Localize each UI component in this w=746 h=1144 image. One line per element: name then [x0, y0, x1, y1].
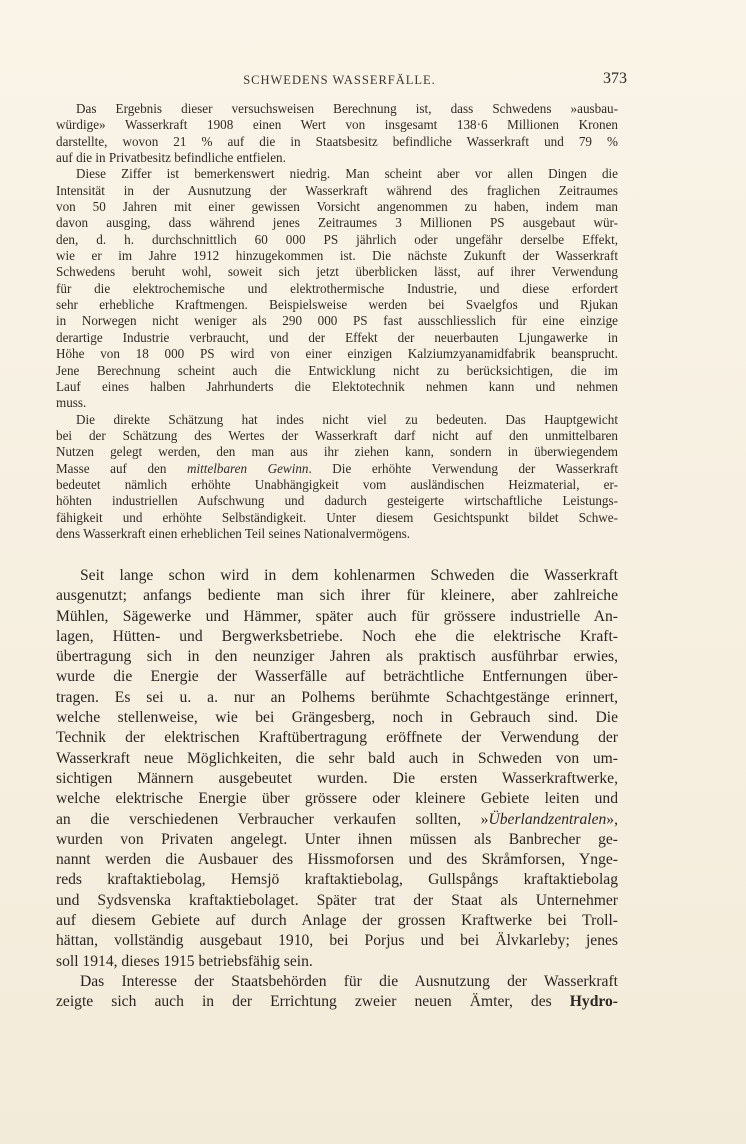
text-line: und Sydsvenska kraftaktiebolaget. Später trat der Staat als Unternehmer	[56, 891, 618, 909]
text-line: Seit lange schon wird in dem kohlenarmen Schweden die Wasserkraft	[80, 567, 618, 584]
text-line: zeigte sich auch in der Errichtung zweier neuen Ämter, des Hydro-	[56, 993, 618, 1011]
text-line: Wasserkraft neue Möglichkeiten, die sehr bald auch in Schweden von um-	[56, 749, 618, 767]
text-line: sehr erhebliche Kraftmengen. Beispielsweise werden bei Svaelgfos und Rjukan	[56, 297, 618, 313]
text-line: bei der Schätzung des Wertes der Wasserkraft darf nicht auf den unmittelbaren	[56, 427, 618, 443]
text-line: bedeutet nämlich erhöhte Unabhängigkeit vom ausländischen Heizmaterial, er-	[56, 476, 618, 492]
text-line: Mühlen, Sägewerke und Hämmer, später auch für grössere industrielle An-	[56, 607, 618, 625]
text-line: von 50 Jahren mit einer gewissen Vorsicht angenommen zu haben, indem man	[56, 199, 618, 215]
text-line: nannt werden die Ausbauer des Hissmoforsen und des Skråmforsen, Ynge-	[56, 851, 618, 869]
text-line: sichtigen Männern ausgebeutet wurden. Die ersten Wasserkraftwerke,	[56, 769, 618, 787]
text-line: Intensität in der Ausnutzung der Wasserkraft während des fraglichen Zeitraumes	[56, 182, 618, 198]
text-line: an die verschiedenen Verbraucher verkaufen sollten, »Überlandzentralen»,	[56, 810, 618, 828]
text-line: den, d. h. durchschnittlich 60 000 PS jährlich oder ungefähr derselbe Effekt,	[56, 231, 618, 247]
text-line: wie er im Jahre 1912 hinzugekommen ist. Die nächste Zukunft der Wasserkraft	[56, 248, 618, 264]
small-print-section	[56, 101, 618, 542]
text-line: höhten industriellen Aufschwung und dadurch gesteigerte wirtschaftliche Leistungs-	[56, 493, 618, 509]
text-line: hättan, vollständig ausgebaut 1910, bei Porjus und bei Älvkarleby; jenes	[56, 932, 618, 950]
text-line: wurden von Privaten angelegt. Unter ihnen müssen als Banbrecher ge-	[56, 830, 618, 848]
text-line: Das Ergebnis dieser versuchsweisen Berechnung ist, dass Schwedens »ausbau-	[76, 101, 618, 116]
text-line: welche elektrische Energie über grössere oder kleinere Gebiete leiten und	[56, 790, 618, 808]
running-title: SCHWEDENS WASSERFÄLLE.	[243, 73, 436, 87]
text-line: Masse auf den mittelbaren Gewinn. Die erhöhte Verwendung der Wasserkraft	[56, 460, 618, 476]
text-line: dens Wasserkraft einen erheblichen Teil seines Nationalvermögens.	[56, 525, 411, 541]
text-line: Technik der elektrischen Kraftübertragung eröffnete der Verwendung der	[56, 729, 618, 747]
bold-term: Hydro-	[569, 993, 618, 1011]
text-line: übertragung sich in den neunziger Jahren als praktisch ausführbar erwies,	[56, 648, 618, 666]
text-line: lagen, Hütten- und Bergwerksbetriebe. Noch ehe die elektrische Kraft-	[56, 627, 618, 645]
text-line: welche stellenweise, wie bei Grängesberg, noch in Gebrauch sind. Die	[56, 709, 618, 727]
text-line: ausgenutzt; anfangs bediente man sich ihrer für kleinere, aber zahlreiche	[56, 587, 618, 605]
page-number: 373	[603, 70, 627, 87]
text-line: Die direkte Schätzung hat indes nicht viel zu bedeuten. Das Hauptgewicht	[76, 411, 618, 427]
text-line: Nutzen gelegt werden, den man aus ihr ziehen kann, sondern in überwiegendem	[56, 444, 618, 460]
text-line: auf die in Privatbesitz befindliche entfielen.	[56, 150, 286, 166]
text-line: derartige Industrie verbraucht, und der Effekt der neuerbauten Ljungawerke in	[56, 329, 618, 345]
text-line: Höhe von 18 000 PS wird von einer einzigen Kalziumzyanamidfabrik beansprucht.	[56, 346, 618, 362]
text-line: muss.	[56, 395, 87, 411]
main-text-section	[56, 566, 618, 1013]
text-line: davon ausging, dass während jenes Zeitraumes 3 Millionen PS ausgebaut wür-	[56, 215, 618, 231]
text-line: wurde die Energie der Wasserfälle auf beträchtliche Entfernungen über-	[56, 668, 618, 686]
emphasis: mittelbaren Gewinn	[186, 460, 309, 476]
text-line: soll 1914, dieses 1915 betriebsfähig sein.	[56, 952, 313, 970]
text-line: auf diesem Gebiete auf durch Anlage der grossen Kraftwerke bei Troll-	[56, 912, 618, 930]
text-line: für die elektrochemische und elektrothermische Industrie, und diese erfordert	[56, 280, 618, 296]
text-line: Jene Berechnung scheint auch die Entwicklung nicht zu berücksichtigen, die im	[56, 362, 618, 378]
text-line: Lauf eines halben Jahrhunderts die Elektotechnik nehmen kann und nehmen	[56, 378, 618, 394]
text-line: Diese Ziffer ist bemerkenswert niedrig. Man scheint aber vor allen Dingen die	[76, 166, 618, 182]
emphasis: Überlandzentralen	[488, 810, 607, 828]
text-line: Schwedens beruht wohl, soweit sich jetzt überblicken lässt, auf ihrer Verwendung	[56, 264, 618, 280]
text-line: reds kraftaktiebolag, Hemsjö kraftaktiebolag, Gullspångs kraftaktiebolag	[56, 871, 618, 889]
text-line: fähigkeit und erhöhte Selbständigkeit. Unter diesem Gesichtspunkt bildet Schwe-	[56, 509, 618, 525]
text-line: tragen. Es sei u. a. nur an Polhems berühmte Schachtgestänge erinnert,	[56, 688, 618, 706]
text-line: darstellte, wovon 21 % auf die in Staatsbesitz befindliche Wasserkraft und 79 %	[56, 133, 618, 149]
text-line: Das Interesse der Staatsbehörden für die Ausnutzung der Wasserkraft	[80, 972, 618, 990]
running-head	[52, 70, 627, 93]
text-line: in Norwegen nicht weniger als 290 000 PS fast ausschliesslich für eine einzige	[56, 313, 618, 329]
text-line: würdige» Wasserkraft 1908 einen Wert von insgesamt 138·6 Millionen Kronen	[56, 117, 618, 133]
